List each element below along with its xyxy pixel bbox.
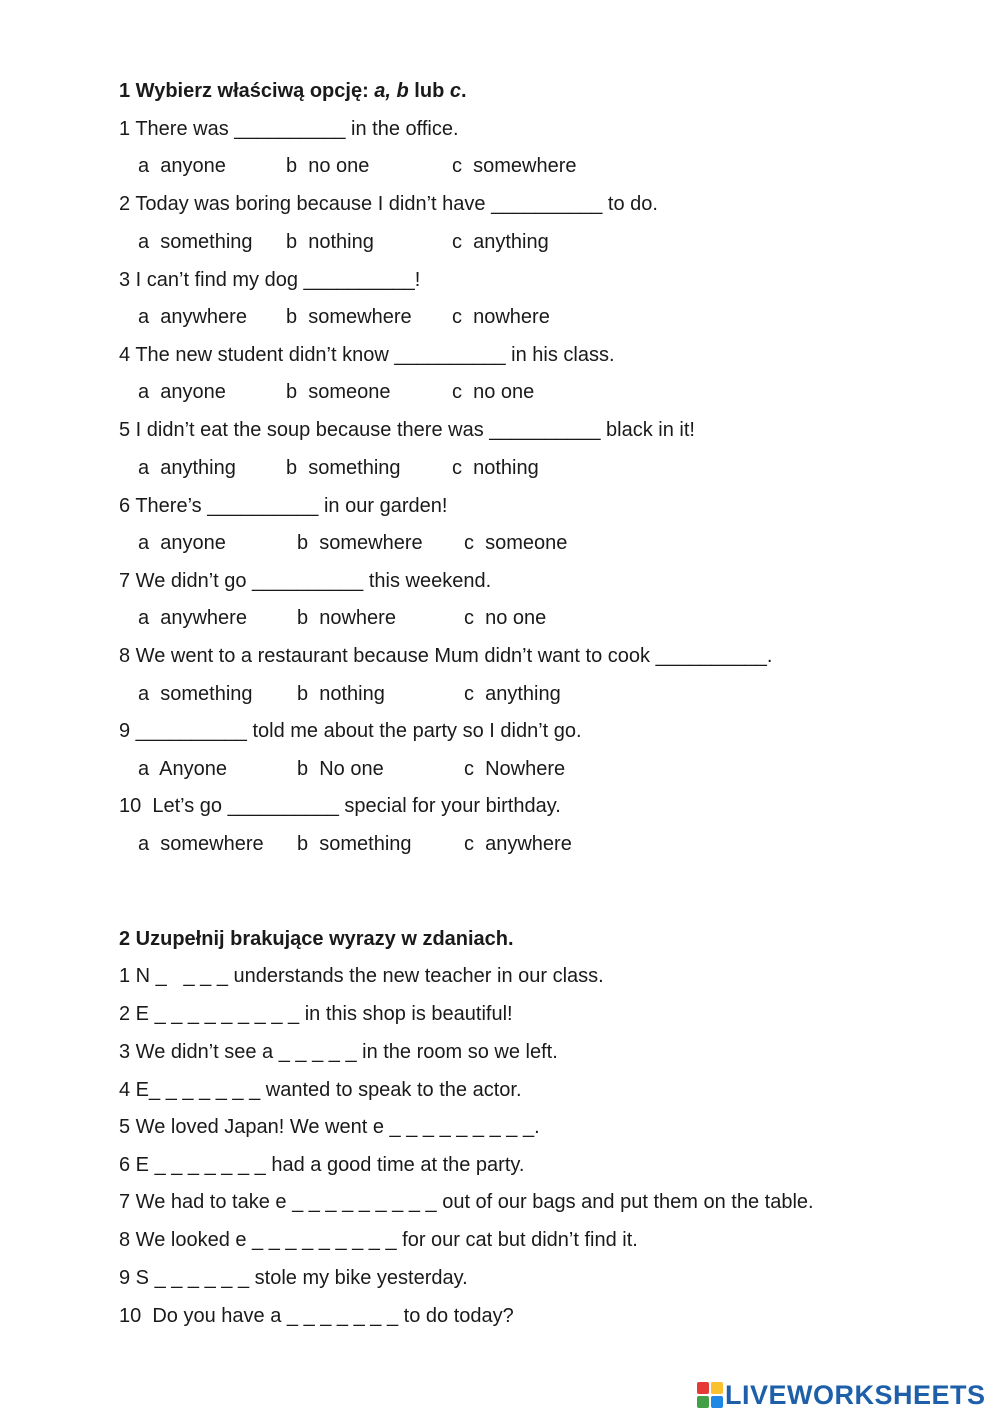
option-a[interactable]: a anyone [138,381,226,403]
liveworksheets-logo-icon [697,1382,723,1408]
option-b[interactable]: b somewhere [297,532,423,554]
section-1-heading: 1 Wybierz właściwą opcję: a, b lub c. [119,80,467,102]
option-b[interactable]: b nothing [297,683,385,705]
option-c[interactable]: c anywhere [464,833,572,855]
option-b[interactable]: b someone [286,381,391,403]
question-10: 10 Let’s go __________ special for your birthday. [119,795,561,817]
question-3: 3 I can’t find my dog __________! [119,269,421,291]
fill-in-item-7[interactable]: 7 We had to take e _ _ _ _ _ _ _ _ _ out of our bags and put them on the table. [119,1191,814,1213]
option-a[interactable]: a Anyone [138,758,227,780]
option-b[interactable]: b nothing [286,231,374,253]
option-c[interactable]: c nowhere [452,306,550,328]
fill-in-item-9[interactable]: 9 S _ _ _ _ _ _ stole my bike yesterday. [119,1267,468,1289]
fill-in-item-8[interactable]: 8 We looked e _ _ _ _ _ _ _ _ _ for our cat but didn’t find it. [119,1229,638,1251]
option-b[interactable]: b nowhere [297,607,396,629]
fill-in-item-5[interactable]: 5 We loved Japan! We went e _ _ _ _ _ _ _ _ _. [119,1116,540,1138]
question-2: 2 Today was boring because I didn’t have __________ to do. [119,193,658,215]
option-b[interactable]: b something [286,457,401,479]
option-a[interactable]: a anywhere [138,607,247,629]
fill-in-item-4[interactable]: 4 E_ _ _ _ _ _ _ wanted to speak to the actor. [119,1079,522,1101]
option-c[interactable]: c someone [464,532,568,554]
question-9: 9 __________ told me about the party so I didn’t go. [119,720,582,742]
question-5: 5 I didn’t eat the soup because there was __________ black in it! [119,419,695,441]
option-c[interactable]: c anything [464,683,561,705]
option-c[interactable]: c Nowhere [464,758,566,780]
option-b[interactable]: b No one [297,758,384,780]
option-b[interactable]: b something [297,833,412,855]
question-7: 7 We didn’t go __________ this weekend. [119,570,492,592]
option-c[interactable]: c somewhere [452,155,577,177]
fill-in-item-2[interactable]: 2 E _ _ _ _ _ _ _ _ _ in this shop is beautiful! [119,1003,513,1025]
question-1: 1 There was __________ in the office. [119,118,459,140]
question-6: 6 There’s __________ in our garden! [119,495,448,517]
question-8: 8 We went to a restaurant because Mum didn’t want to cook __________. [119,645,773,667]
logo-text: LIVEWORKSHEETS [725,1379,986,1410]
fill-in-item-1[interactable]: 1 N _ _ _ _ understands the new teacher in our class. [119,965,604,987]
option-b[interactable]: b somewhere [286,306,412,328]
fill-in-item-6[interactable]: 6 E _ _ _ _ _ _ _ had a good time at the party. [119,1154,525,1176]
option-a[interactable]: a anything [138,457,236,479]
option-a[interactable]: a anywhere [138,306,247,328]
fill-in-item-10[interactable]: 10 Do you have a _ _ _ _ _ _ _ to do today? [119,1305,514,1327]
option-c[interactable]: c no one [452,381,535,403]
option-c[interactable]: c no one [464,607,547,629]
fill-in-item-3[interactable]: 3 We didn’t see a _ _ _ _ _ in the room so we left. [119,1041,558,1063]
liveworksheets-logo[interactable] [697,1378,986,1412]
option-a[interactable]: a something [138,231,253,253]
option-c[interactable]: c anything [452,231,549,253]
option-a[interactable]: a anyone [138,532,226,554]
option-c[interactable]: c nothing [452,457,539,479]
option-b[interactable]: b no one [286,155,370,177]
option-a[interactable]: a somewhere [138,833,264,855]
question-4: 4 The new student didn’t know __________ in his class. [119,344,615,366]
option-a[interactable]: a anyone [138,155,226,177]
option-a[interactable]: a something [138,683,253,705]
section-2-heading: 2 Uzupełnij brakujące wyrazy w zdaniach. [119,928,514,950]
